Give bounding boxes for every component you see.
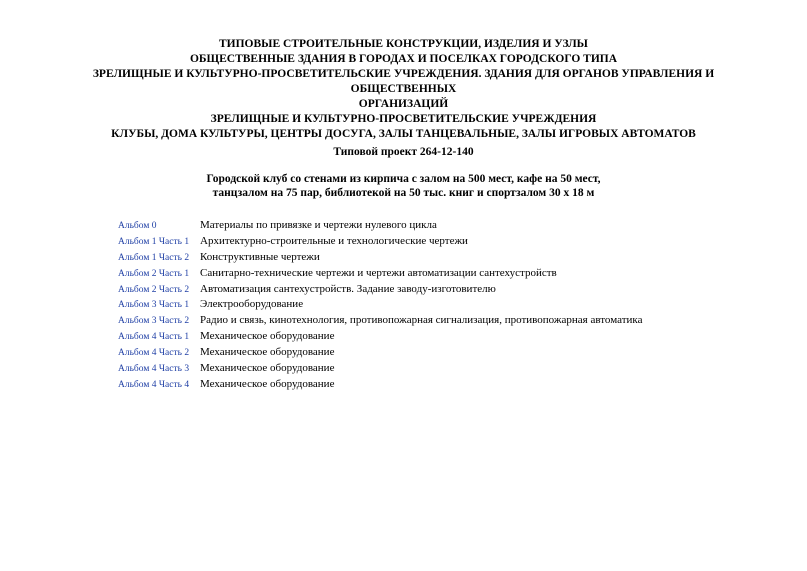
album-row: [118, 283, 768, 299]
album-row: [118, 362, 768, 378]
album-row: [118, 251, 768, 267]
album-row: [118, 330, 768, 346]
document-heading: [40, 37, 767, 142]
album-title: Конструктивные чертежи: [200, 250, 320, 263]
album-title: Материалы по привязке и чертежи нулевого цикла: [200, 219, 437, 231]
album-row: [118, 378, 768, 394]
album-link[interactable]: Альбом 3 Часть 1: [118, 300, 190, 311]
project-description: [40, 172, 767, 200]
album-row: [118, 219, 768, 235]
album-title: Автоматизация сантехустройств. Задание заводу-изготовителю: [200, 282, 496, 295]
album-row: [118, 235, 768, 251]
album-row: [118, 298, 768, 314]
album-list: [118, 219, 768, 394]
album-row: [118, 314, 768, 330]
heading-line: ТИПОВЫЕ СТРОИТЕЛЬНЫЕ КОНСТРУКЦИИ, ИЗДЕЛИЯ И УЗЛЫ: [219, 38, 588, 50]
album-link[interactable]: Альбом 1 Часть 1: [118, 236, 190, 247]
project-description-line: Городской клуб со стенами из кирпича с залом на 500 мест, кафе на 50 мест,: [206, 173, 601, 185]
project-description-line: танцзалом на 75 пар, библиотекой на 50 тыс. книг и спортзалом 30 х 18 м: [212, 187, 595, 199]
heading-line: ЗРЕЛИЩНЫЕ И КУЛЬТУРНО-ПРОСВЕТИТЕЛЬСКИЕ УЧРЕЖДЕНИЯ: [210, 113, 597, 125]
project-number: Типовой проект 264-12-140: [333, 146, 474, 158]
album-link[interactable]: Альбом 1 Часть 2: [118, 252, 190, 263]
album-link[interactable]: Альбом 2 Часть 1: [118, 268, 190, 279]
album-link[interactable]: Альбом 0: [118, 221, 157, 231]
album-row: [118, 267, 768, 283]
album-title: Архитектурно-строительные и технологические чертежи: [200, 234, 468, 247]
album-title: Механическое оборудование: [200, 362, 335, 375]
heading-line: ОРГАНИЗАЦИЙ: [358, 98, 449, 110]
album-title: Электрооборудование: [200, 298, 304, 311]
album-link[interactable]: Альбом 4 Часть 1: [118, 332, 190, 343]
album-title: Механическое оборудование: [200, 377, 335, 390]
album-title: Радио и связь, кинотехнология, противопожарная сигнализация, противопожарная автоматика: [200, 314, 643, 327]
heading-line: ЗРЕЛИЩНЫЕ И КУЛЬТУРНО-ПРОСВЕТИТЕЛЬСКИЕ УЧРЕЖДЕНИЯ. ЗДАНИЯ ДЛЯ ОРГАНОВ УПРАВЛЕНИЯ И ОБЩЕСТВЕННЫХ: [92, 68, 715, 95]
heading-line: ОБЩЕСТВЕННЫЕ ЗДАНИЯ В ГОРОДАХ И ПОСЕЛКАХ ГОРОДСКОГО ТИПА: [189, 53, 618, 65]
album-row: [118, 346, 768, 362]
album-link[interactable]: Альбом 4 Часть 3: [118, 364, 190, 375]
album-title: Механическое оборудование: [200, 346, 335, 359]
heading-line: КЛУБЫ, ДОМА КУЛЬТУРЫ, ЦЕНТРЫ ДОСУГА, ЗАЛЫ ТАНЦЕВАЛЬНЫЕ, ЗАЛЫ ИГРОВЫХ АВТОМАТОВ: [111, 128, 696, 140]
album-link[interactable]: Альбом 4 Часть 2: [118, 348, 190, 359]
album-link[interactable]: Альбом 4 Часть 4: [118, 379, 190, 390]
album-title: Механическое оборудование: [200, 330, 335, 343]
album-title: Санитарно-технические чертежи и чертежи автоматизации сантехустройств: [200, 266, 557, 279]
album-link[interactable]: Альбом 3 Часть 2: [118, 316, 190, 327]
album-link[interactable]: Альбом 2 Часть 2: [118, 284, 190, 295]
